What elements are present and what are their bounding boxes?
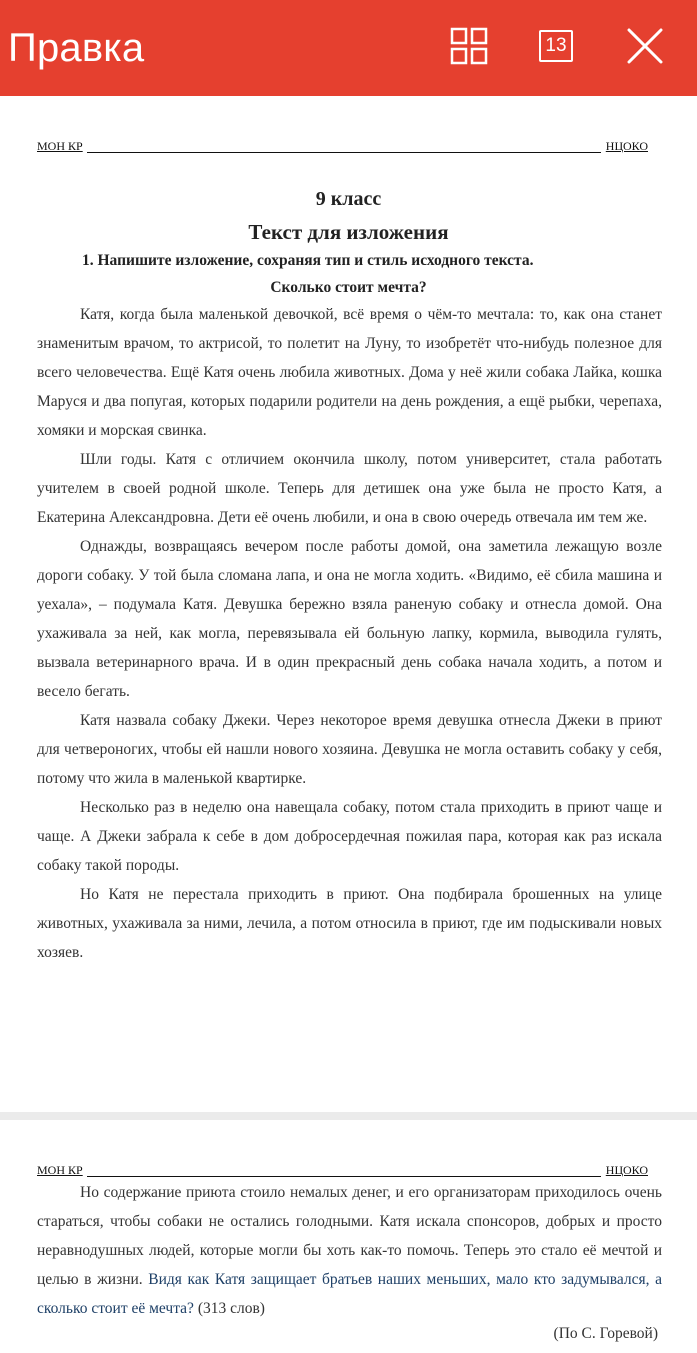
header-right: НЦОКО bbox=[605, 139, 648, 153]
grid-icon[interactable] bbox=[449, 26, 489, 66]
highlighted-sentence: Видя как Катя защищает братьев наших меньших, мало кто задумывался, а сколько стоит её мечта? bbox=[37, 1271, 662, 1317]
paragraph: Однажды, возвращаясь вечером после работы домой, она заметила лежащую возле дороги собаку. У той была сломана лапа, и она не могла ходить. «Видимо, её сбила машина и уехала», – подумала Катя. Девушка бережно взяла раненую собаку и отнесла домой. Она ухаживала за ней, как могла, перевязывала ей больную лапку, кормила, выводила гулять, вызвала ветеринарного врача. И в один прекрасный день собака начала ходить, а потом и весело бегать. bbox=[37, 538, 662, 700]
app-title: Правка bbox=[8, 26, 145, 70]
task-instruction: 1. Напишите изложение, сохраняя тип и стиль исходного текста. bbox=[82, 252, 534, 269]
paragraph: Шли годы. Катя с отличием окончила школу, потом университет, стала работать учителем в своей родной школе. Теперь для детишек она уже была не просто Катя, а Екатерина Александровна. Дети её очень любили, и она в свою очередь отвечала им тем же. bbox=[37, 451, 662, 526]
paragraph: Несколько раз в неделю она навещала собаку, потом стала приходить в приют чаще и чаще. А Джеки забрала к себе в дом добросердечная пожилая пара, которая как раз искала собаку такой породы. bbox=[37, 799, 662, 874]
header-rule bbox=[87, 1176, 601, 1177]
paragraph: Катя, когда была маленькой девочкой, всё время о чём-то мечтала: то, как она станет знаменитым врачом, то актрисой, то полетит на Луну, то изобретёт что-нибудь полезное для всего человечества. Ещё Катя очень любила животных. Дома у неё жили собака Лайка, кошка Маруся и два попугая, которых подарили родители на день рождения, а ещё рыбки, черепаха, хомяки и морская свинка. bbox=[37, 306, 662, 439]
paragraph-text: Но содержание приюта стоило немалых денег, и его организаторам приходилось очень стараться, чтобы собаки не остались голодными. Катя искала спонсоров, добрых и просто неравнодушных людей, которые могли бы хоть как-то помочь. Теперь это стало её мечтой и целью в жизни. bbox=[37, 1184, 662, 1288]
story-title: Сколько стоит мечта? bbox=[270, 279, 427, 296]
header-right: НЦОКО bbox=[605, 1163, 648, 1177]
header-left: МОН КР bbox=[37, 139, 83, 153]
attribution: (По С. Горевой) bbox=[553, 1325, 658, 1342]
page-count-badge: 13 bbox=[539, 30, 573, 62]
header-rule bbox=[87, 152, 601, 153]
document-page-2[interactable] bbox=[0, 1120, 697, 1353]
paragraph: Катя назвала собаку Джеки. Через некоторое время девушка отнесла Джеки в приют для четвероногих, чтобы ей нашли нового хозяина. Девушка не могла оставить собаку у себя, потому что жила в маленькой квартирке. bbox=[37, 712, 662, 787]
paragraph bbox=[37, 1178, 662, 1323]
page-count-button[interactable] bbox=[537, 26, 577, 66]
grade-heading: 9 класс bbox=[315, 188, 382, 210]
document-page-1[interactable] bbox=[0, 96, 697, 1112]
word-count: (313 слов) bbox=[197, 1300, 265, 1317]
close-icon[interactable] bbox=[625, 26, 665, 66]
document-heading: Текст для изложения bbox=[248, 220, 449, 244]
app-bar bbox=[0, 0, 697, 96]
page-divider bbox=[0, 1112, 697, 1120]
paragraph: Но Катя не перестала приходить в приют. Она подбирала брошенных на улице животных, ухаживала за ними, лечила, а потом относила в приют, где им подыскивали новых хозяев. bbox=[37, 886, 662, 961]
page-header bbox=[37, 138, 648, 156]
story-body-continued bbox=[37, 1178, 662, 1323]
header-left: МОН КР bbox=[37, 1163, 83, 1177]
story-body bbox=[37, 300, 662, 967]
